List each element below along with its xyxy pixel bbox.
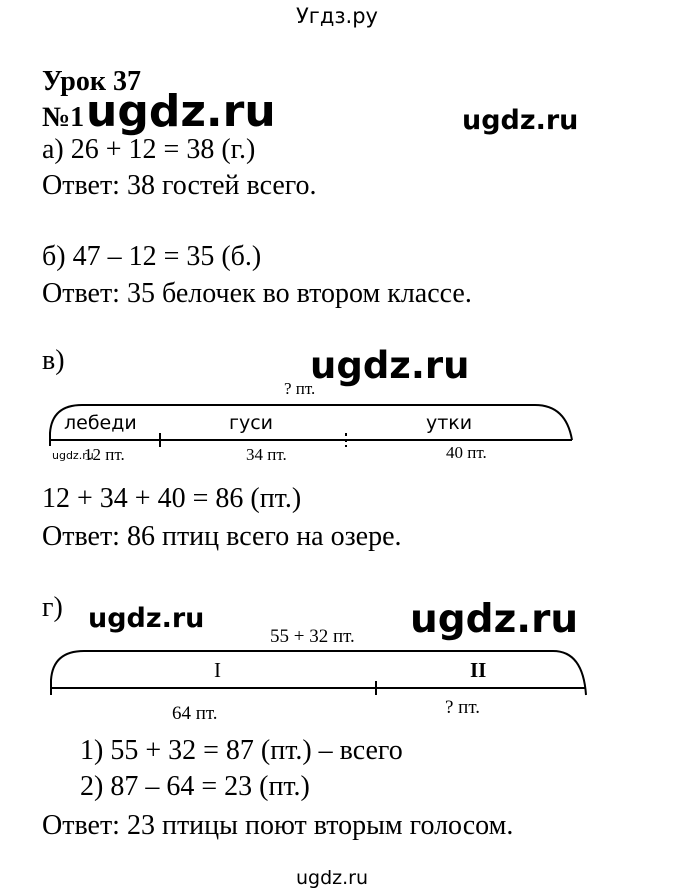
part-v-segment-name: утки xyxy=(426,412,473,434)
part-v-label: в) xyxy=(42,345,65,376)
part-a-answer: Ответ: 38 гостей всего. xyxy=(42,170,317,201)
watermark: ugdz.ru xyxy=(310,344,470,387)
watermark: ugdz.ru xyxy=(86,86,276,137)
part-v-segment-value: 12 пт. xyxy=(84,445,125,464)
part-v-total-label: ? пт. xyxy=(284,379,316,398)
site-footer: ugdz.ru xyxy=(296,867,369,889)
part-v-segment-name: лебеди xyxy=(64,412,137,434)
part-v-segment-value: 40 пт. xyxy=(446,443,487,462)
part-b-equation: б) 47 – 12 = 35 (б.) xyxy=(42,241,262,272)
watermark: ugdz.ru xyxy=(52,449,94,462)
part-g-step1: 1) 55 + 32 = 87 (пт.) – всего xyxy=(80,735,403,766)
part-v-answer: Ответ: 86 птиц всего на озере. xyxy=(42,521,402,552)
part-g-segment-value: 64 пт. xyxy=(172,703,218,724)
part-g-answer: Ответ: 23 птицы поют вторым голосом. xyxy=(42,810,514,841)
site-header: Угдз.ру xyxy=(296,4,378,28)
part-v-segment-name: гуси xyxy=(229,412,274,434)
part-g-step2: 2) 87 – 64 = 23 (пт.) xyxy=(80,771,310,802)
part-g-total-label: 55 + 32 пт. xyxy=(270,626,355,647)
part-g-label: г) xyxy=(42,592,63,623)
part-b-answer: Ответ: 35 белочек во втором классе. xyxy=(42,278,472,309)
part-g-segment-diagram xyxy=(51,651,586,695)
task-number: №1 xyxy=(42,102,85,133)
part-a-equation: а) 26 + 12 = 38 (г.) xyxy=(42,134,256,165)
part-v-segment-value: 34 пт. xyxy=(246,445,287,464)
part-v-equation: 12 + 34 + 40 = 86 (пт.) xyxy=(42,483,302,514)
watermark: ugdz.ru xyxy=(462,105,579,136)
lesson-title: Урок 37 xyxy=(42,66,141,97)
part-g-segment-name: I xyxy=(214,658,221,682)
watermark: ugdz.ru xyxy=(88,603,205,634)
part-g-segment-value: ? пт. xyxy=(445,697,480,718)
watermark: ugdz.ru xyxy=(410,597,579,642)
part-g-segment-name: II xyxy=(470,658,487,682)
